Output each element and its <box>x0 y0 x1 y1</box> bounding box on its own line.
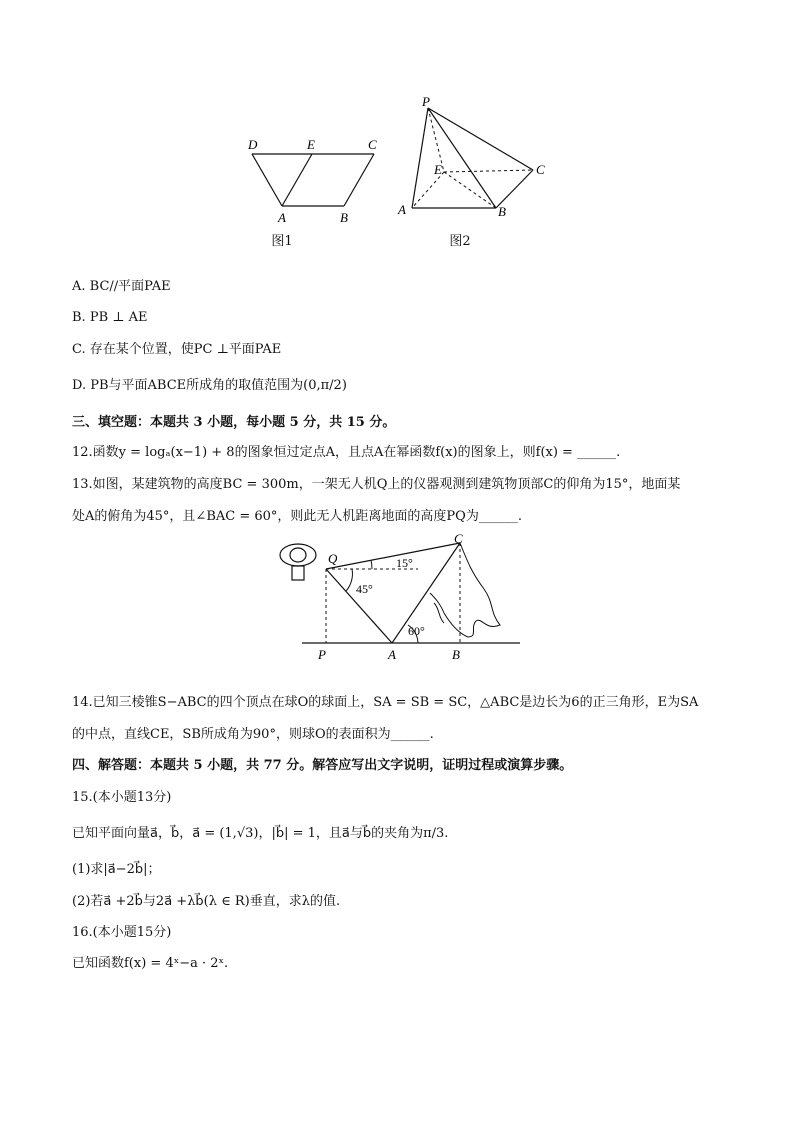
option-a: A. BC//平面PAE <box>72 279 171 294</box>
fig1-label-d: D <box>248 137 258 152</box>
fig1-label-a: A <box>278 210 286 225</box>
question-14-line2: 的中点，直线CE，SB所成角为90°，则球O的表面积为______. <box>72 727 434 742</box>
option-d: D. PB与平面ABCE所成角的取值范围为(0,π/2) <box>72 378 347 393</box>
question-15-part1: (1)求|a⃗−2b⃗|； <box>72 862 161 877</box>
fig2-label-b: B <box>498 204 506 219</box>
q13-label-p: P <box>318 647 326 662</box>
fig2-label-e: E <box>434 162 442 177</box>
fig1-label-c: C <box>368 137 377 152</box>
question-13-line1: 13.如图，某建筑物的高度BC = 300m，一架无人机Q上的仪器观测到建筑物顶部C的仰角为15°，地面某 <box>72 477 681 492</box>
figure-q13-drone <box>272 533 532 665</box>
figure-2-pyramid <box>392 92 562 222</box>
fig1-label-e: E <box>307 137 315 152</box>
fig1-label-b: B <box>340 210 348 225</box>
question-15-part2: (2)若a⃗ +2b⃗与2a⃗ +λb⃗(λ ∈ R)垂直，求λ的值. <box>72 894 341 909</box>
question-16-header: 16.(本小题15分) <box>72 925 172 940</box>
fig2-label-p: P <box>422 94 430 109</box>
q13-label-c: C <box>454 533 463 546</box>
q13-angle-15: 15° <box>396 556 413 570</box>
figure-1-trapezoid <box>240 130 390 230</box>
question-15-stem: 已知平面向量a⃗，b⃗，a⃗ = (1,√3)，|b⃗| = 1，且a⃗与b⃗的夹角为π/3. <box>72 826 449 841</box>
question-12: 12.函数y = logₐ(x−1) + 8的图象恒过定点A，且点A在幂函数f(x)的图象上，则f(x) = ______. <box>72 445 621 460</box>
section-3-heading: 三、填空题：本题共 3 小题，每小题 5 分，共 15 分。 <box>72 415 396 430</box>
q13-angle-45: 45° <box>356 582 373 596</box>
question-16-stem: 已知函数f(x) = 4ˣ−a · 2ˣ. <box>72 956 229 971</box>
fig2-label-a: A <box>398 202 406 217</box>
option-b: B. PB ⊥ AE <box>72 310 148 325</box>
q13-angle-60: 60° <box>408 624 425 638</box>
section-4-heading: 四、解答题：本题共 5 小题，共 77 分。解答应写出文字说明，证明过程或演算步骤。 <box>72 758 573 773</box>
fig2-label-c: C <box>536 162 545 177</box>
question-15-header: 15.(本小题13分) <box>72 790 172 805</box>
question-13-line2: 处A的俯角为45°，且∠BAC = 60°，则此无人机距离地面的高度PQ为______. <box>72 509 522 524</box>
q13-label-q: Q <box>328 551 338 566</box>
option-c: C. 存在某个位置，使PC ⊥平面PAE <box>72 342 282 357</box>
q13-label-a: A <box>388 647 396 662</box>
q13-label-b: B <box>452 647 460 662</box>
question-14-line1: 14.已知三棱锥S−ABC的四个顶点在球O的球面上，SA = SB = SC，△ABC是边长为6的正三角形，E为SA <box>72 695 699 710</box>
fig1-caption: 图1 <box>271 234 293 249</box>
fig2-caption: 图2 <box>449 234 471 249</box>
